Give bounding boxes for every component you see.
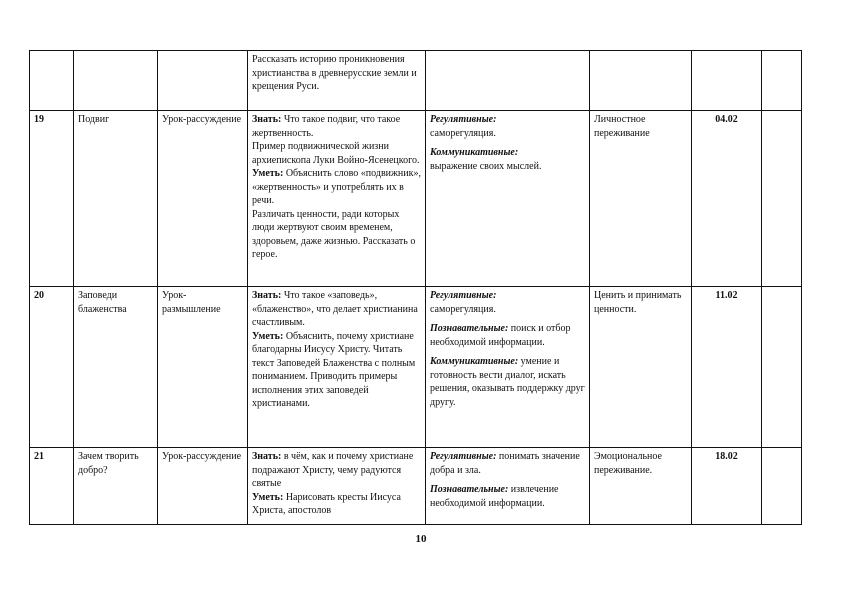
cog-text: извлечение необходимой информации. bbox=[430, 484, 559, 509]
cog-label: Познавательные: bbox=[430, 484, 509, 495]
row-20-personal: Ценить и принимать ценности. bbox=[590, 287, 692, 448]
comm-text: выражение своих мыслей. bbox=[430, 160, 542, 172]
row-21-date: 18.02 bbox=[692, 448, 762, 525]
row-0-date bbox=[692, 51, 762, 111]
comm-label: Коммуникативные: bbox=[430, 356, 519, 367]
row-19-uud bbox=[426, 111, 590, 287]
row-20-topic: Заповеди блаженства bbox=[74, 287, 158, 448]
row-21-content bbox=[248, 448, 426, 525]
know-text: в чём, как и почему христиане подражают Христу, чему радуются святые bbox=[252, 451, 414, 489]
row-19-notes bbox=[762, 111, 802, 287]
row-0-num bbox=[30, 51, 74, 111]
row-20-content bbox=[248, 287, 426, 448]
know-label: Знать: bbox=[252, 451, 282, 462]
distinguish-text: Различать ценности, ради которых люди жертвуют своим временем, здоровьем, даже жизнью. Рассказать о герое. bbox=[252, 208, 416, 260]
can-text: Нарисовать кресты Иисуса Христа, апостолов bbox=[252, 491, 401, 516]
can-text: Объяснить слово «подвижник», «жертвенность» и употреблять их в речи. bbox=[252, 168, 421, 206]
can-text: Объяснить, почему христиане благодарны Иисусу Христу. Читать текст Заповедей Блаженства с полным пониманием. Приводить примеры исполнения этих заповедей христианами. bbox=[252, 330, 416, 409]
row-0-type bbox=[158, 51, 248, 111]
row-19-topic: Подвиг bbox=[74, 111, 158, 287]
row-19-personal: Личностное переживание bbox=[590, 111, 692, 287]
row-20-notes bbox=[762, 287, 802, 448]
comm-text: умение и готовность вести диалог, искать решения, оказывать поддержку друг другу. bbox=[430, 356, 585, 408]
reg-text: саморегуляция. bbox=[430, 303, 496, 315]
row-21-uud bbox=[426, 448, 590, 525]
row-20-date: 11.02 bbox=[692, 287, 762, 448]
row-21-type: Урок-рассуждение bbox=[158, 448, 248, 525]
row-21-personal: Эмоциональное переживание. bbox=[590, 448, 692, 525]
row-19-content bbox=[248, 111, 426, 287]
row-0-content-text: Рассказать историю проникновения христианства в древнерусские земли и крещения Руси. bbox=[252, 54, 417, 92]
know-text: Что такое подвиг, что такое жертвенность. bbox=[252, 114, 401, 139]
know-text: Что такое «заповедь», «блаженство», что делает христианина счастливым. bbox=[252, 290, 418, 328]
row-20-type: Урок-размышление bbox=[158, 287, 248, 448]
row-0-topic bbox=[74, 51, 158, 111]
cog-label: Познавательные: bbox=[430, 323, 509, 334]
example-text: Пример подвижнической жизни архиепископа Луки Войно-Ясенецкого. bbox=[252, 141, 420, 166]
row-21-topic: Зачем творить добро? bbox=[74, 448, 158, 525]
reg-label: Регулятивные: bbox=[430, 451, 497, 462]
table-row bbox=[30, 51, 802, 111]
reg-label: Регулятивные: bbox=[430, 114, 497, 125]
know-label: Знать: bbox=[252, 114, 282, 125]
row-21-num: 21 bbox=[30, 448, 74, 525]
row-19-num: 19 bbox=[30, 111, 74, 287]
comm-label: Коммуникативные: bbox=[430, 147, 519, 158]
page-number: 10 bbox=[415, 533, 427, 545]
row-19-type: Урок-рассуждение bbox=[158, 111, 248, 287]
row-21-notes bbox=[762, 448, 802, 525]
row-0-uud bbox=[426, 51, 590, 111]
cog-text: поиск и отбор необходимой информации. bbox=[430, 323, 571, 348]
know-label: Знать: bbox=[252, 290, 282, 301]
row-20-uud bbox=[426, 287, 590, 448]
row-0-personal bbox=[590, 51, 692, 111]
reg-text: понимать значение добра и зла. bbox=[430, 451, 580, 476]
row-20-num: 20 bbox=[30, 287, 74, 448]
table-row bbox=[30, 448, 802, 525]
reg-text: саморегуляция. bbox=[430, 127, 496, 139]
row-19-date: 04.02 bbox=[692, 111, 762, 287]
row-0-notes bbox=[762, 51, 802, 111]
table-row bbox=[30, 287, 802, 448]
can-label: Уметь: bbox=[252, 168, 284, 179]
table-row bbox=[30, 111, 802, 287]
reg-label: Регулятивные: bbox=[430, 290, 497, 301]
can-label: Уметь: bbox=[252, 330, 284, 342]
can-label: Уметь: bbox=[252, 491, 284, 503]
row-0-content bbox=[248, 51, 426, 111]
lesson-plan-table bbox=[29, 50, 802, 525]
